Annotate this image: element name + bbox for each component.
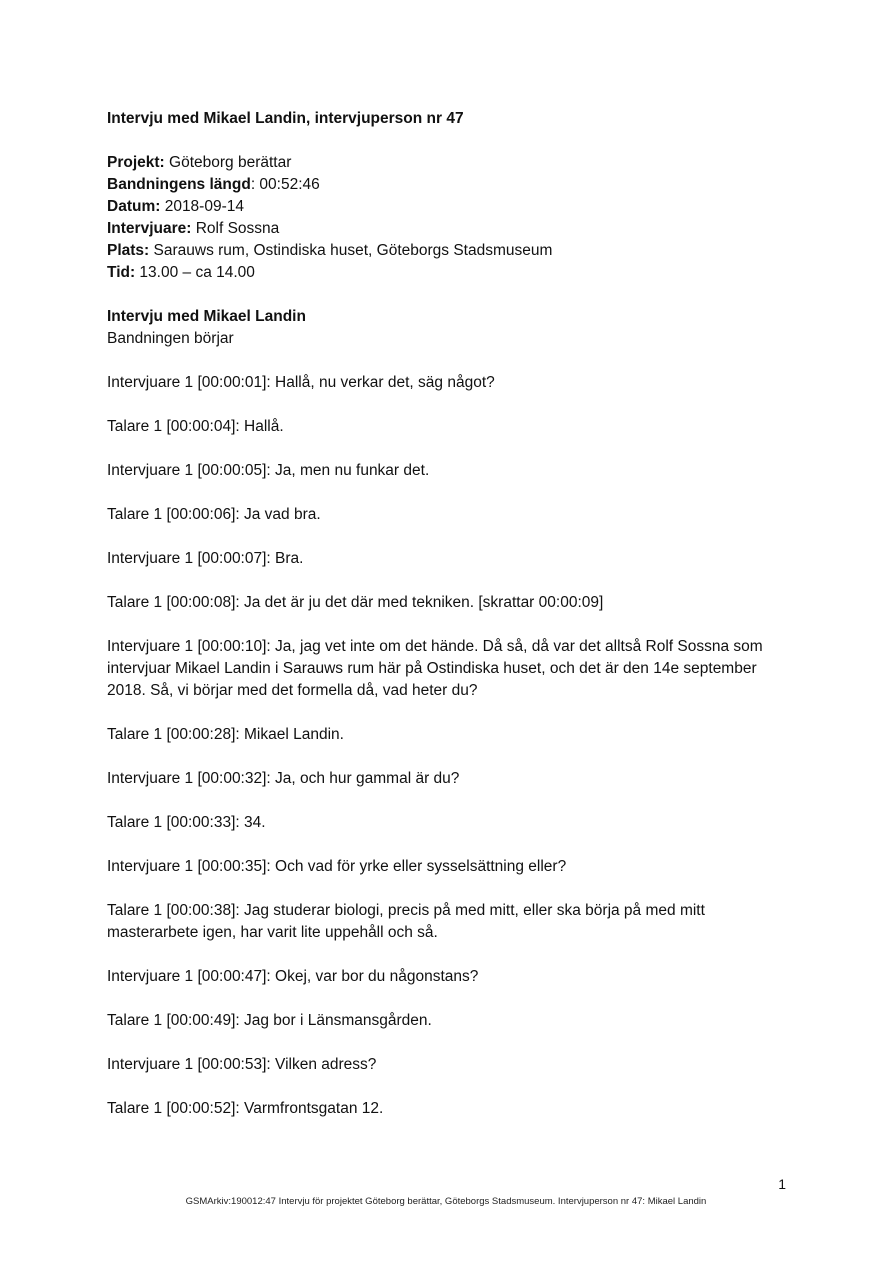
transcript-turn: Intervjuare 1 [00:00:07]: Bra. <box>107 550 304 567</box>
transcript-turn: Talare 1 [00:00:04]: Hallå. <box>107 418 284 435</box>
transcript-turn: Talare 1 [00:00:08]: Ja det är ju det där med tekniken. [skrattar 00:00:09] <box>107 594 604 611</box>
transcript-turn: Intervjuare 1 [00:00:35]: Och vad för yrke eller sysselsättning eller? <box>107 858 567 875</box>
meta-date <box>107 196 787 218</box>
meta-time <box>107 262 787 284</box>
transcript-turn: Talare 1 [00:00:49]: Jag bor i Länsmansgården. <box>107 1012 432 1029</box>
page-number: 1 <box>778 1176 786 1192</box>
meta-place <box>107 240 787 262</box>
document-body <box>107 108 787 1142</box>
transcript-turn: Intervjuare 1 [00:00:10]: Ja, jag vet inte om det hände. Då så, då var det alltså Rolf Sossna som intervjuar Mikael Landin i Sarauws rum här på Ostindiska huset, och det är den 14e september 2018. Så, vi börjar med det formella då, vad heter du? <box>107 638 763 699</box>
transcript-turn: Talare 1 [00:00:38]: Jag studerar biologi, precis på med mitt, eller ska börja på med mitt masterarbete igen, har varit lite uppehåll och så. <box>107 902 705 941</box>
transcript-turn: Intervjuare 1 [00:00:32]: Ja, och hur gammal är du? <box>107 770 460 787</box>
meta-label: Projekt: <box>107 154 165 171</box>
meta-duration <box>107 174 787 196</box>
transcript-turn: Intervjuare 1 [00:00:05]: Ja, men nu funkar det. <box>107 462 430 479</box>
meta-value: Rolf Sossna <box>191 220 280 237</box>
meta-label: Plats: <box>107 242 150 259</box>
meta-project <box>107 152 787 174</box>
transcript-turn: Talare 1 [00:00:33]: 34. <box>107 814 266 831</box>
transcript-turn: Intervjuare 1 [00:00:47]: Okej, var bor du någonstans? <box>107 968 479 985</box>
transcript <box>107 372 787 1120</box>
metadata-block <box>107 152 787 284</box>
meta-label: Bandningens längd <box>107 176 251 193</box>
meta-value: 13.00 – ca 14.00 <box>135 264 255 281</box>
meta-value: Göteborg berättar <box>164 154 292 171</box>
section-subheading: Bandningen börjar <box>107 330 234 347</box>
page-footer: GSMArkiv:190012:47 Intervju för projektet Göteborg berättar, Göteborgs Stadsmuseum. Intervjuperson nr 47: Mikael Landin <box>185 1196 707 1207</box>
meta-label: Datum: <box>107 198 161 215</box>
transcript-turn: Talare 1 [00:00:28]: Mikael Landin. <box>107 726 344 743</box>
meta-value: Sarauws rum, Ostindiska huset, Göteborgs Stadsmuseum <box>149 242 553 259</box>
document-title: Intervju med Mikael Landin, intervjuperson nr 47 <box>107 110 464 127</box>
transcript-turn: Intervjuare 1 [00:00:53]: Vilken adress? <box>107 1056 377 1073</box>
meta-label: Intervjuare: <box>107 220 192 237</box>
meta-value: : 00:52:46 <box>250 176 320 193</box>
meta-interviewer <box>107 218 787 240</box>
meta-label: Tid: <box>107 264 136 281</box>
transcript-turn: Talare 1 [00:00:52]: Varmfrontsgatan 12. <box>107 1100 384 1117</box>
section-heading: Intervju med Mikael Landin <box>107 308 306 325</box>
transcript-turn: Intervjuare 1 [00:00:01]: Hallå, nu verkar det, säg något? <box>107 374 495 391</box>
transcript-turn: Talare 1 [00:00:06]: Ja vad bra. <box>107 506 321 523</box>
meta-value: 2018-09-14 <box>160 198 244 215</box>
